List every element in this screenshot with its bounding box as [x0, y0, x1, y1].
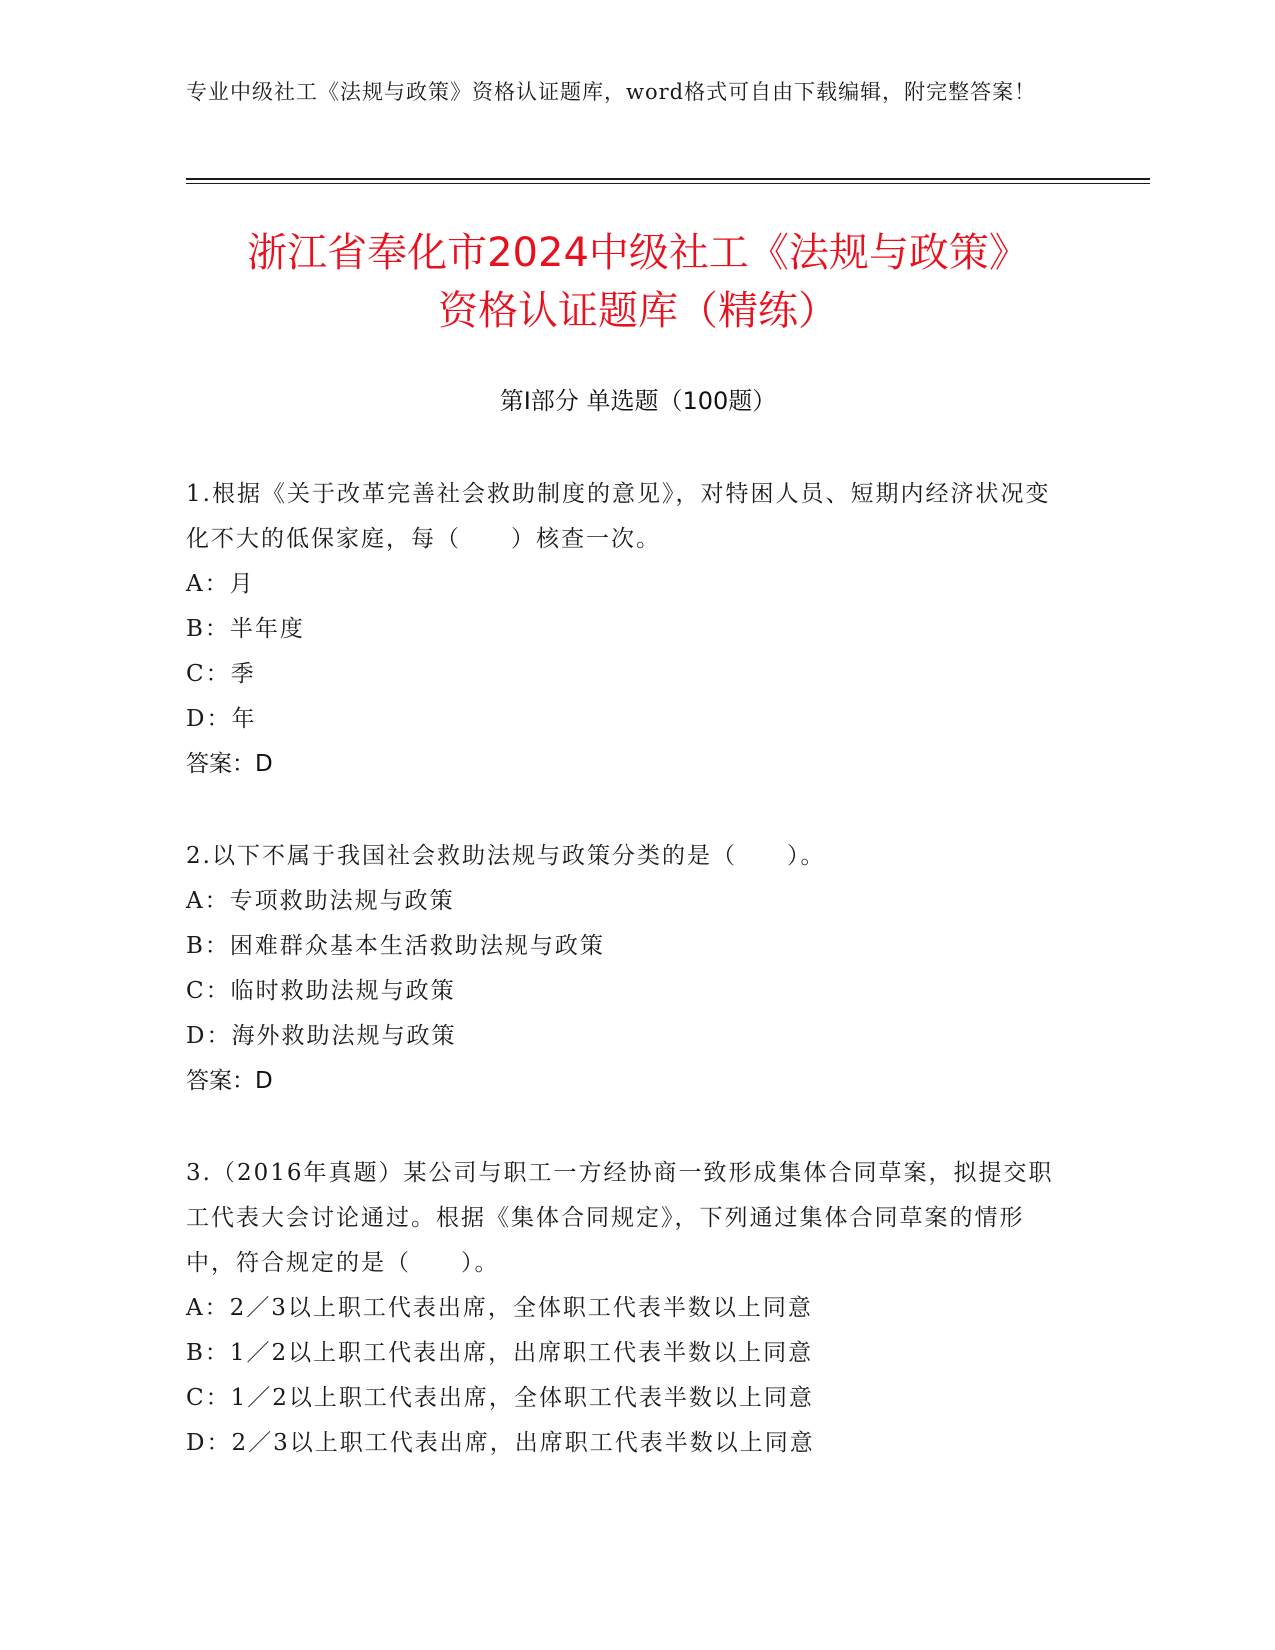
document-title-line-2: 资格认证题库（精练） — [438, 288, 838, 334]
header-divider-thin — [186, 183, 1150, 184]
section-heading: 第I部分 单选题（100题） — [499, 387, 777, 415]
document-title — [186, 224, 1090, 340]
option-b: B：1／2以上职工代表出席，出席职工代表半数以上同意 — [186, 1340, 814, 1366]
question-3 — [186, 1151, 1066, 1466]
question-stem: 2.以下不属于我国社会救助法规与政策分类的是（ ）。 — [186, 843, 826, 869]
option-d: D：海外救助法规与政策 — [186, 1023, 457, 1049]
question-stem: 1.根据《关于改革完善社会救助制度的意见》，对特困人员、短期内经济状况变化不大的低保家庭，每（ ）核查一次。 — [186, 481, 1051, 552]
header-divider-thick — [186, 178, 1150, 180]
question-1 — [186, 472, 1066, 787]
question-stem: 3.（2016年真题）某公司与职工一方经协商一致形成集体合同草案，拟提交职工代表大会讨论通过。根据《集体合同规定》，下列通过集体合同草案的情形中，符合规定的是（ ）。 — [186, 1160, 1054, 1276]
option-a: A：2／3以上职工代表出席，全体职工代表半数以上同意 — [186, 1295, 813, 1321]
option-c: C：临时救助法规与政策 — [186, 978, 456, 1004]
option-a: A：专项救助法规与政策 — [186, 888, 455, 914]
option-b: B：困难群众基本生活救助法规与政策 — [186, 933, 605, 959]
option-d: D：2／3以上职工代表出席，出席职工代表半数以上同意 — [186, 1430, 815, 1456]
option-c: C：季 — [186, 661, 256, 687]
answer: 答案：D — [186, 751, 273, 777]
document-title-line-1: 浙江省奉化市2024中级社工《法规与政策》 — [247, 230, 1029, 276]
answer: 答案：D — [186, 1068, 273, 1094]
option-b: B：半年度 — [186, 616, 305, 642]
option-a: A：月 — [186, 571, 255, 597]
header-note: 专业中级社工《法规与政策》资格认证题库，word格式可自由下载编辑，附完整答案！ — [186, 80, 1037, 104]
option-d: D：年 — [186, 706, 257, 732]
question-2 — [186, 834, 1066, 1104]
option-c: C：1／2以上职工代表出席，全体职工代表半数以上同意 — [186, 1385, 814, 1411]
